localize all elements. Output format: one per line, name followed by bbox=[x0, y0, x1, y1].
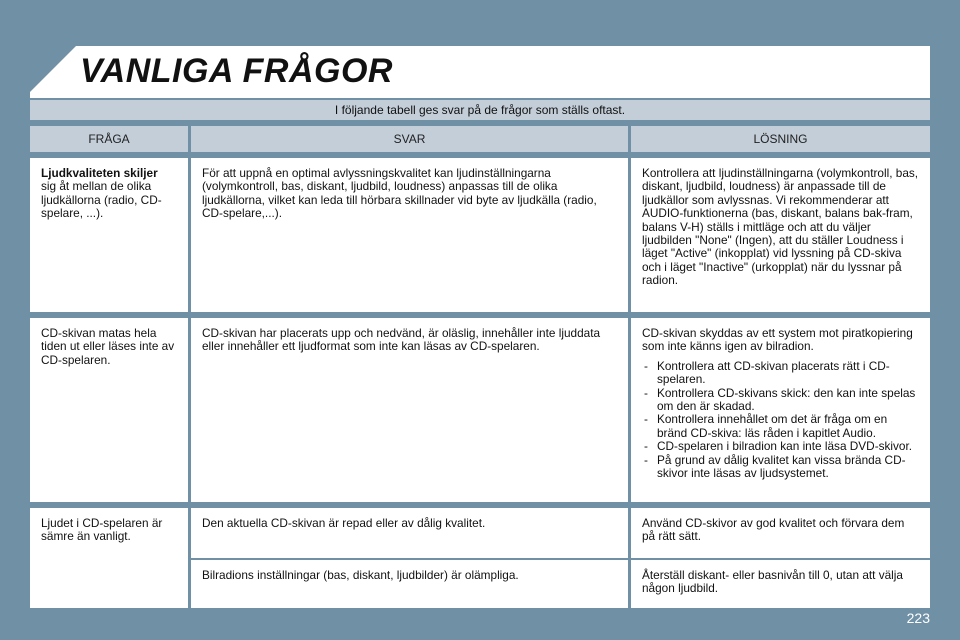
row3a-solution-cell bbox=[631, 508, 930, 558]
row1-question-bold: Ljudkvaliteten skiljer bbox=[41, 166, 158, 180]
page-title: VANLIGA FRÅGOR bbox=[80, 52, 393, 90]
row1-question-cell bbox=[30, 158, 188, 312]
header-answer: SVAR bbox=[191, 126, 628, 152]
row3-question-cell bbox=[30, 508, 188, 608]
row3a-answer-cell bbox=[191, 508, 628, 558]
list-item: - Kontrollera CD-skivans skick: den kan inte spelas om den är skadad. bbox=[644, 385, 916, 414]
list-item: - CD-spelaren i bilradion kan inte läsa DVD-skivor. bbox=[644, 439, 913, 454]
row3b-answer-text: Bilradions inställningar (bas, diskant, ljudbilder) är olämpliga. bbox=[202, 568, 519, 582]
header-question: FRÅGA bbox=[30, 126, 188, 152]
row2-solution-list bbox=[642, 360, 920, 481]
row3b-solution-cell bbox=[631, 560, 930, 608]
row2-solution-cell bbox=[631, 318, 930, 502]
page-number: 223 bbox=[906, 610, 930, 626]
header-solution: LÖSNING bbox=[631, 126, 930, 152]
table-subtitle: I följande tabell ges svar på de frågor som ställs oftast. bbox=[30, 100, 930, 120]
list-item: - På grund av dålig kvalitet kan vissa brända CD-skivor inte läsas av ljudsystemet. bbox=[644, 452, 906, 481]
list-item: - Kontrollera att CD-skivan placerats rätt i CD-spelaren. bbox=[644, 358, 890, 387]
row1-solution-cell bbox=[631, 158, 930, 312]
row1-question-text: sig åt mellan de olika ljudkällorna (radio, CD-spelare, ...). bbox=[41, 179, 162, 221]
list-marker: - bbox=[644, 439, 648, 454]
row3a-answer-text: Den aktuella CD-skivan är repad eller av dålig kvalitet. bbox=[202, 516, 486, 530]
list-marker: - bbox=[644, 358, 648, 373]
list-marker: - bbox=[644, 452, 648, 467]
list-item: - Kontrollera innehållet om det är fråga om en bränd CD-skiva: läs råden i kapitlet Audio. bbox=[644, 412, 888, 440]
row3a-solution-text: Använd CD-skivor av god kvalitet och förvara dem på rätt sätt. bbox=[642, 516, 905, 544]
row2-answer-text: CD-skivan har placerats upp och nedvänd, är oläslig, innehåller inte ljuddata eller innehåller ett ljudformat som inte kan läsas av CD-spelaren. bbox=[202, 326, 601, 354]
row2-solution-intro: CD-skivan skyddas av ett system mot piratkopiering som inte känns igen av bilradion. bbox=[642, 326, 913, 354]
row1-answer-text: För att uppnå en optimal avlyssningskvalitet kan ljudinställningarna (volymkontroll, bas, diskant, ljudbild, loudness) anpassas till de olika ljudkällorna, vilket kan leda till hörbara skillnader vid byte av ljudkälla (radio, CD-spelare,...). bbox=[202, 166, 597, 221]
list-marker: - bbox=[644, 412, 648, 427]
row2-question-text: CD-skivan matas hela tiden ut eller läses inte av CD-spelaren. bbox=[41, 326, 175, 367]
row3-question-text: Ljudet i CD-spelaren är sämre än vanligt. bbox=[41, 516, 163, 544]
row3b-answer-cell bbox=[191, 560, 628, 608]
row3b-solution-text: Återställ diskant- eller basnivån till 0, utan att välja någon ljudbild. bbox=[642, 568, 903, 596]
row1-solution-text: Kontrollera att ljudinställningarna (volymkontroll, bas, diskant, ljudbild, loudness) är anpassade till de ljudkällor som avlyssnas. Vi rekommenderar att AUDIO-funktionerna (bas, diskant, balans bak-fram, balans V-H) ställs i mittläge och att du väljer ljudbilden "None" (Ingen), att du ställer Loudness i läget "Active" (inkopplat) vid lyssning på CD-skiva och i läget "Inactive" (urkopplat) när du lyssnar på radion. bbox=[642, 166, 919, 288]
row1-answer-cell bbox=[191, 158, 628, 312]
row2-answer-cell bbox=[191, 318, 628, 502]
list-marker: - bbox=[644, 385, 648, 400]
row2-question-cell bbox=[30, 318, 188, 502]
